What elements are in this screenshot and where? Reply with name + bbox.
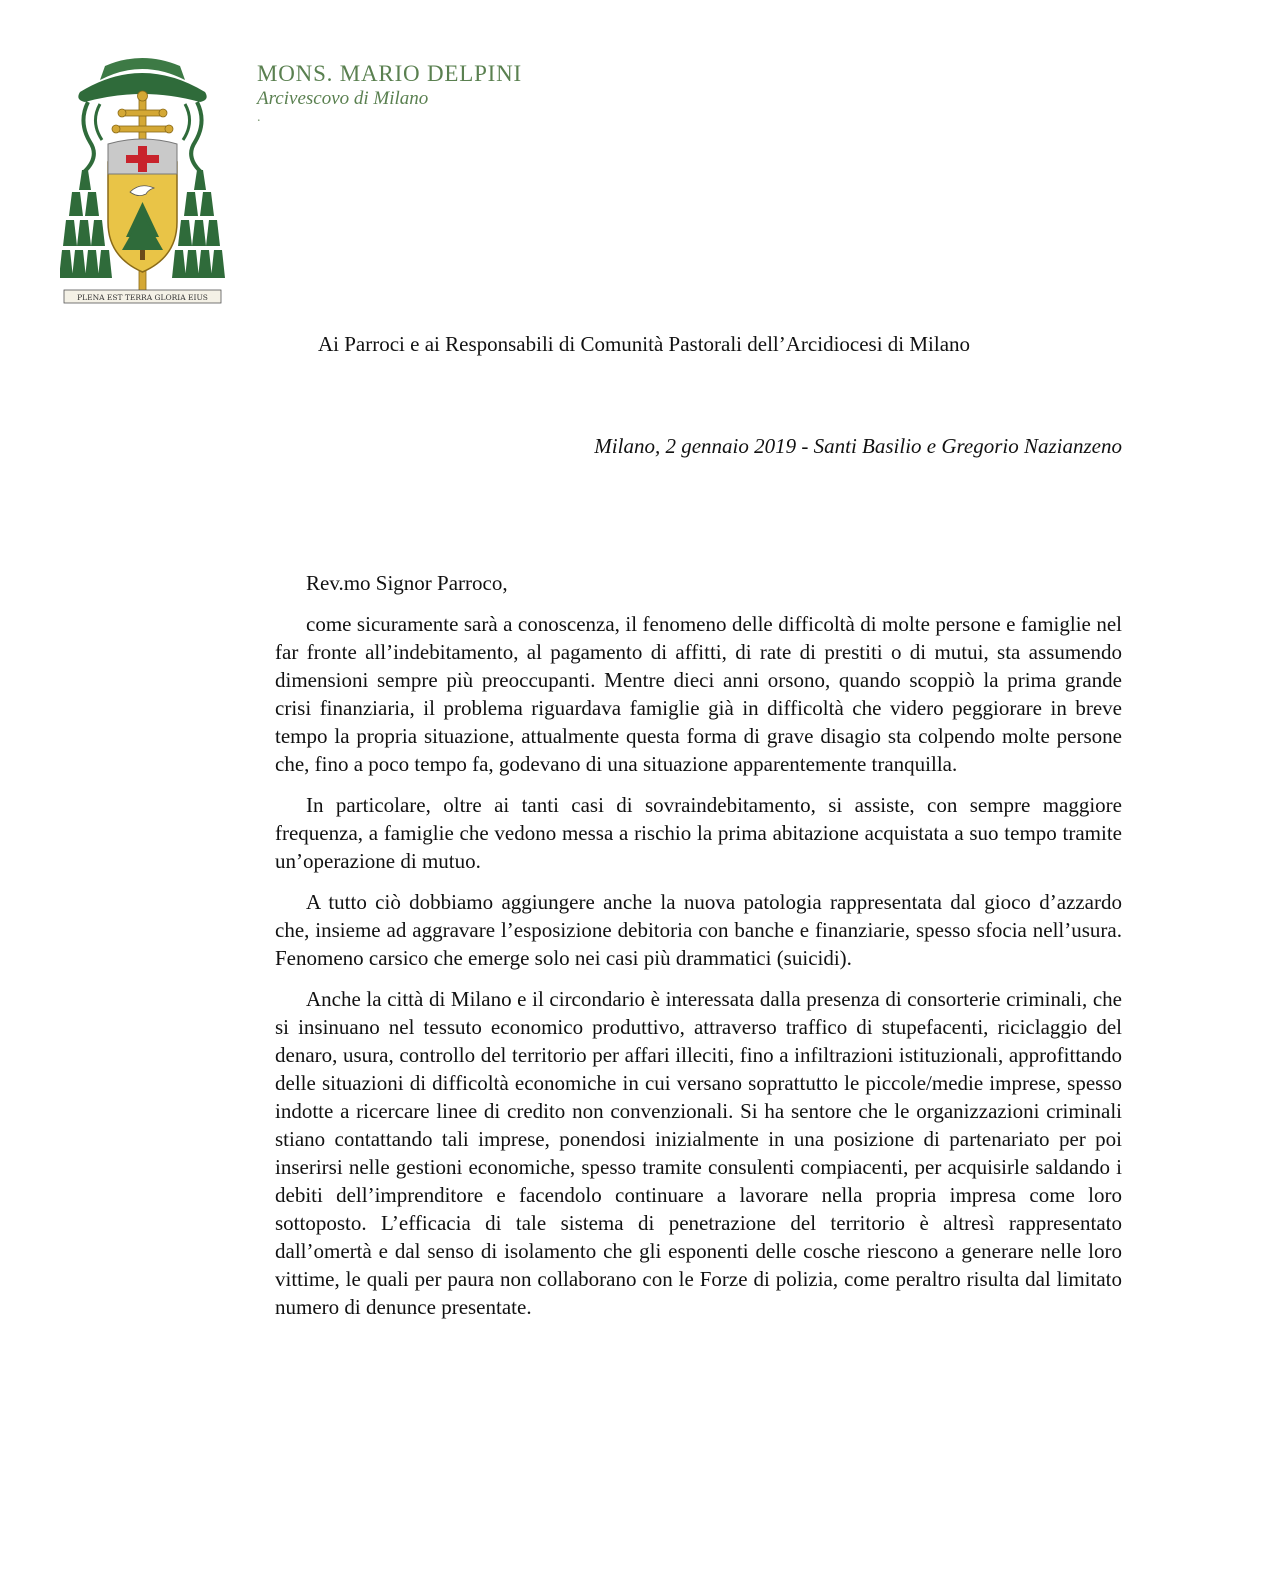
svg-text:PLENA EST TERRA GLORIA EIUS: PLENA EST TERRA GLORIA EIUS xyxy=(77,293,208,302)
body-paragraph: Anche la città di Milano e il circondario è interessata dalla presenza di consorterie criminali, che si insinuano nel tessuto economico produttivo, attraverso traffico di stupefacenti, riciclaggio del denaro, usura, controllo del territorio per affari illeciti, fino a infiltrazioni istituzionali, approfittando delle situazioni di difficoltà economiche in cui versano soprattutto le piccole/medie imprese, spesso indotte a ricercare linee di credito non convenzionali. Si ha sentore che le organizzazioni criminali stiano contattando tali imprese, ponendosi inizialmente in una posizione di partenariato per poi inserirsi nelle gestioni economiche, spesso tramite consulenti compiacenti, per acquisirle saldando i debiti dell’imprenditore e facendolo continuare a lavorare nella propria impresa come loro sottoposto. L’efficacia di tale sistema di penetrazione del territorio è altresì rappresentato dall’omertà e dal senso di isolamento che gli esponenti delle cosche riescono a generare nelle loro vittime, le quali per paura non collaborano con le Forze di polizia, come peraltro risulta dal limitato numero di denunce presentate. xyxy=(275,987,1122,1319)
date-line: Milano, 2 gennaio 2019 - Santi Basilio e Gregorio Nazianzeno xyxy=(594,434,1122,458)
sender-title: Arcivescovo di Milano xyxy=(257,88,429,109)
body-paragraph: In particolare, oltre ai tanti casi di sovraindebitamento, si assiste, con sempre maggiore frequenza, a famiglie che vedono messa a rischio la prima abitazione acquistata a suo tempo tramite un’operazione di mutuo. xyxy=(275,793,1122,873)
letterhead-dot: . xyxy=(257,110,261,125)
body-paragraph: A tutto ciò dobbiamo aggiungere anche la nuova patologia rappresentata dal gioco d’azzardo che, insieme ad aggravare l’esposizione debitoria con banche e finanziarie, spesso sfocia nell’usura. Fenomeno carsico che emerge solo nei casi più drammatici (suicidi). xyxy=(275,890,1122,970)
letter-body xyxy=(275,610,1122,1334)
salutation: Rev.mo Signor Parroco, xyxy=(306,571,508,595)
addressee-line: Ai Parroci e ai Responsabili di Comunità Pastorali dell’Arcidiocesi di Milano xyxy=(318,332,971,356)
body-paragraph: come sicuramente sarà a conoscenza, il fenomeno delle difficoltà di molte persone e famiglie nel far fronte all’indebitamento, al pagamento di affitti, di rate di prestiti o di mutui, sta assumendo dimensioni sempre più preoccupanti. Mentre dieci anni orsono, quando scoppiò la prima grande crisi finanziaria, il problema riguardava famiglie già in difficoltà che videro peggiorare in breve tempo la propria situazione, attualmente questa forma di grave disagio sta colpendo molte persone che, fino a poco tempo fa, godevano di una situazione apparentemente tranquilla. xyxy=(275,612,1122,776)
coat-of-arms-emblem xyxy=(60,52,225,314)
sender-name: MONS. MARIO DELPINI xyxy=(257,61,523,86)
letterhead xyxy=(257,59,757,125)
